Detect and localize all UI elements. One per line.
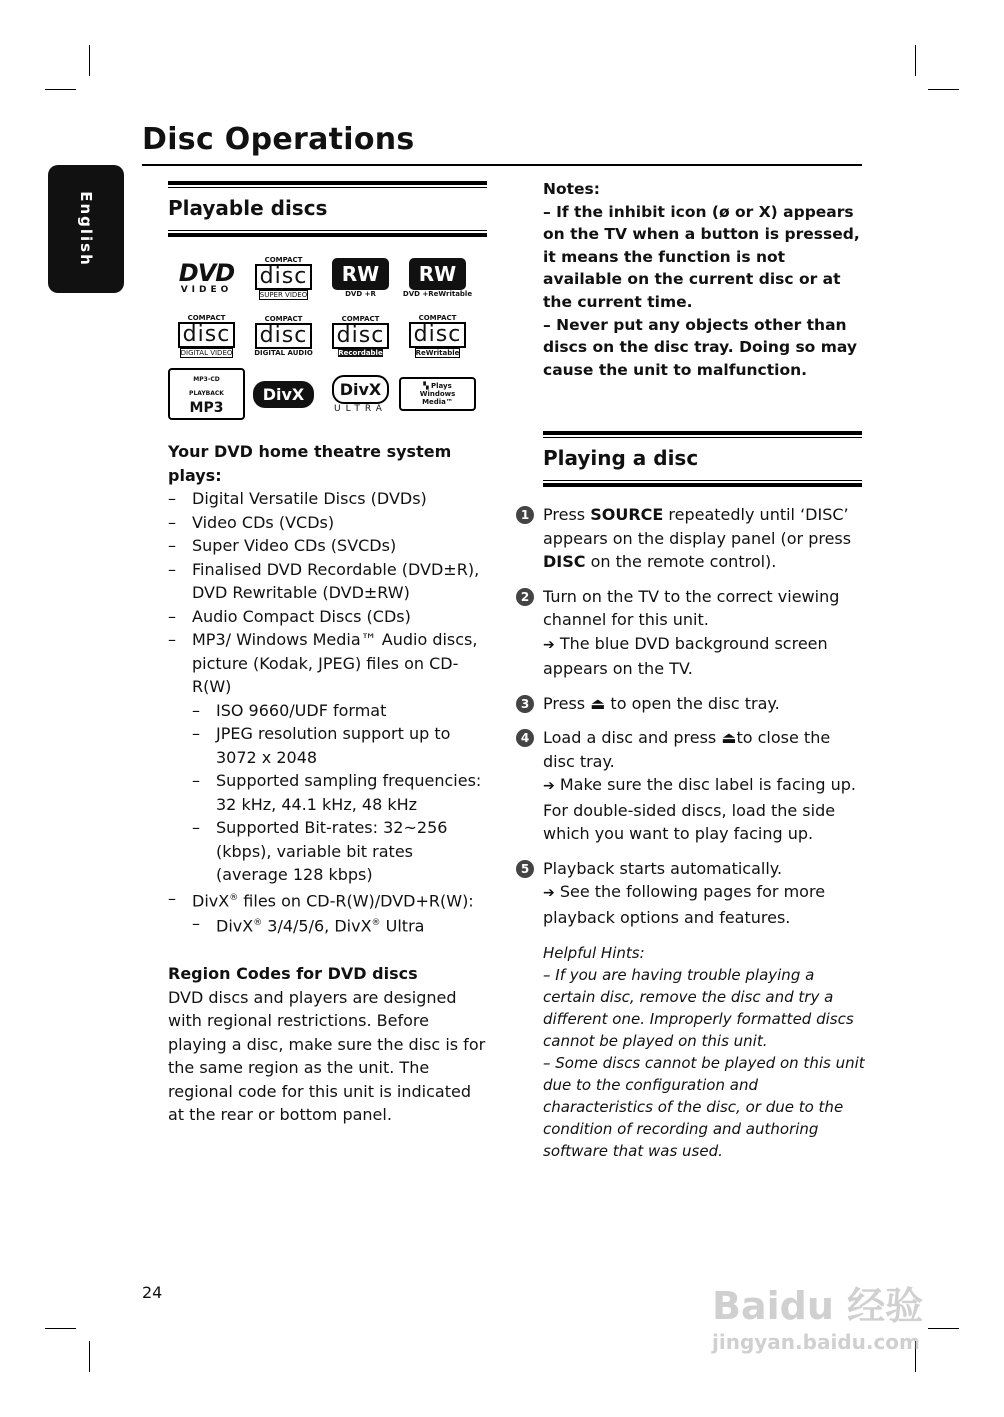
disc-logos [168, 253, 478, 419]
cd-recordable-logo: COMPACT disc Recordable [322, 311, 399, 361]
crop-mark [89, 1341, 90, 1372]
crop-mark [928, 1328, 959, 1329]
note-item: – Never put any objects other than discs on the disc tray. Doing so may cause the unit to malfunction. [543, 315, 857, 379]
region-text: DVD discs and players are designed with regional restrictions. Before playing a disc, make sure the disc is for the same region as the unit. The regional code for this unit is indicated at the rear or bottom panel. [168, 987, 486, 1125]
playable-list-block [168, 440, 488, 1127]
language-tab [48, 165, 124, 293]
windows-media-logo: ▚ Plays Windows Media™ [399, 369, 476, 419]
arrow-icon: ➔ [543, 885, 555, 901]
notes [543, 178, 865, 381]
list-item: – DivX® files on CD-R(W)/DVD+R(W): [168, 887, 488, 913]
list-item: – Super Video CDs (SVCDs) [168, 534, 488, 558]
arrow-icon: ➔ [543, 636, 555, 653]
page-number: 24 [142, 1283, 163, 1302]
list-item: – Video CDs (VCDs) [168, 511, 488, 535]
list-item: – Audio Compact Discs (CDs) [168, 605, 488, 629]
list-item: – DivX® 3/4/5/6, DivX® Ultra [168, 912, 488, 938]
eject-icon: ⏏ [590, 693, 606, 713]
hints-heading: Helpful Hints: [543, 944, 645, 962]
eject-icon: ⏏ [721, 728, 737, 747]
super-video-cd-logo: COMPACT disc SUPER VIDEO [245, 253, 322, 303]
region-heading: Region Codes for DVD discs [168, 964, 418, 984]
step-1: 1 Press SOURCE repeatedly until ‘DISC’ appears on the display panel (or press DISC on the remote control). [543, 503, 865, 574]
arrow-icon: ➔ [543, 778, 555, 794]
list-item: – ISO 9660/UDF format [168, 699, 488, 723]
list-item: – JPEG resolution support up to 3072 x 2048 [168, 722, 488, 769]
crop-mark [928, 89, 959, 90]
section-playing-disc [543, 431, 862, 487]
step-2: 2 Turn on the TV to the correct viewing channel for this unit. ➔ The blue DVD background screen appears on the TV. [543, 585, 865, 681]
notes-heading: Notes: [543, 180, 600, 198]
plays-heading: Your DVD home theatre system plays: [168, 442, 452, 485]
step-3: 3 Press ⏏ to open the disc tray. [543, 692, 865, 716]
list-item: – MP3/ Windows Media™ Audio discs, picture (Kodak, JPEG) files on CD-R(W) [168, 628, 488, 699]
crop-mark [45, 89, 76, 90]
cd-rewritable-logo: COMPACT disc ReWritable [399, 311, 476, 361]
step-4: 4 Load a disc and press ⏏to close the disc tray. ➔ Make sure the disc label is facing up. For double-sided discs, load the side which you want to play facing up. [543, 726, 865, 846]
section-playable-discs [168, 181, 487, 237]
hint-item: – If you are having trouble playing a certain disc, remove the disc and try a different one. Improperly formatted discs cannot be played on this unit. [543, 966, 854, 1050]
playing-steps [520, 503, 865, 940]
list-item: – Supported Bit-rates: 32~256 (kbps), variable bit rates (average 128 kbps) [168, 816, 488, 887]
watermark: Baidu 经验 jingyan.baidu.com [712, 1284, 924, 1354]
list-item: – Digital Versatile Discs (DVDs) [168, 487, 488, 511]
playable-list [168, 487, 488, 887]
list-item: – Finalised DVD Recordable (DVD±R), DVD Rewritable (DVD±RW) [168, 558, 488, 605]
crop-mark [915, 45, 916, 76]
hint-item: – Some discs cannot be played on this unit due to the configuration and characteristics of the disc, or due to the condition of recording and authoring software that was used. [543, 1054, 865, 1160]
section-heading: Playing a disc [543, 446, 699, 470]
dvd-plus-rw-logo: RW DVD +ReWritable [399, 253, 476, 303]
page-title: Disc Operations [142, 122, 415, 157]
helpful-hints [543, 942, 865, 1162]
divx-logo: DivX [245, 369, 322, 419]
divx-ultra-logo: DivX ULTRA [322, 369, 399, 419]
crop-mark [45, 1328, 76, 1329]
title-rule [142, 164, 862, 166]
note-item: – If the inhibit icon (ø or X) appears on the TV when a button is pressed, it means the function is not available on the current disc or at the current time. [543, 202, 860, 311]
dvd-plus-r-logo: RW DVD +R [322, 253, 399, 303]
language-label: English [77, 191, 95, 267]
dvd-video-logo: DVD VIDEO [178, 259, 235, 295]
mp3-cd-logo: MP3-CD PLAYBACK MP3 [168, 369, 245, 419]
list-item: – Supported sampling frequencies: 32 kHz, 44.1 kHz, 48 kHz [168, 769, 488, 816]
audio-cd-logo: COMPACT disc DIGITAL AUDIO [254, 315, 313, 357]
step-5: 5 Playback starts automatically. ➔ See the following pages for more playback options and features. [543, 857, 865, 930]
crop-mark [89, 45, 90, 76]
video-cd-logo: COMPACT disc DIGITAL VIDEO [168, 311, 245, 361]
section-heading: Playable discs [168, 196, 328, 220]
